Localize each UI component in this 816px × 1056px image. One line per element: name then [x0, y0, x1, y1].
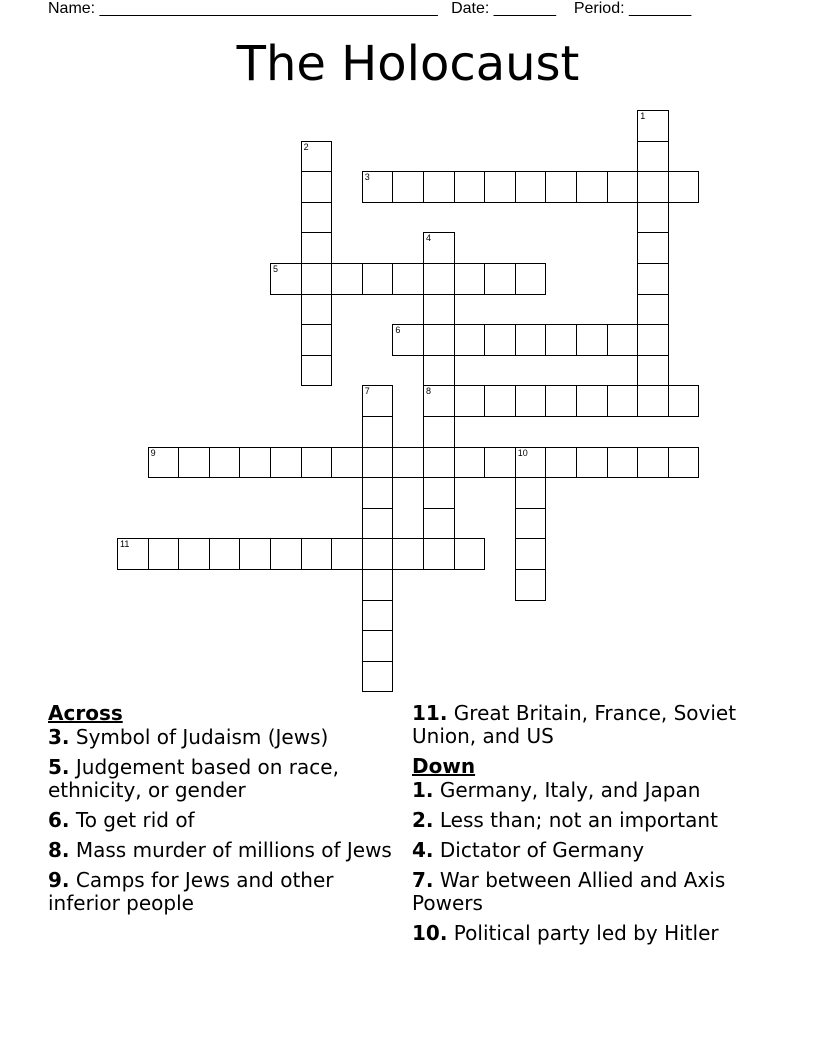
crossword-cell[interactable]	[301, 294, 333, 326]
down-clue-4	[412, 839, 762, 862]
crossword-cell[interactable]	[545, 385, 577, 417]
crossword-cell[interactable]	[392, 263, 424, 295]
clue-text: To get rid of	[75, 808, 195, 832]
across-clue-3	[48, 726, 398, 749]
crossword-cell[interactable]	[301, 202, 333, 234]
crossword-cell[interactable]	[576, 324, 608, 356]
crossword-cell[interactable]	[362, 447, 394, 479]
crossword-cell[interactable]	[423, 538, 455, 570]
crossword-cell[interactable]	[423, 355, 455, 387]
crossword-cell[interactable]	[392, 447, 424, 479]
crossword-cell[interactable]	[423, 263, 455, 295]
clue-number: 2.	[412, 808, 434, 832]
crossword-cell[interactable]	[637, 171, 669, 203]
crossword-cell[interactable]	[484, 171, 516, 203]
clue-number: 6.	[48, 808, 70, 832]
down-clue-1	[412, 779, 762, 802]
down-clue-10	[412, 922, 762, 945]
crossword-cell[interactable]	[637, 202, 669, 234]
period-label: Period:	[573, 0, 625, 17]
crossword-cell[interactable]	[331, 263, 363, 295]
crossword-cell[interactable]	[178, 447, 210, 479]
clue-number: 5.	[48, 755, 70, 779]
crossword-cell[interactable]	[515, 171, 547, 203]
clue-text: Judgement based on race, ethnicity, or gender	[48, 755, 339, 802]
down-clue-7	[412, 869, 762, 915]
clue-number: 4.	[412, 838, 434, 862]
crossword-cell[interactable]	[515, 569, 547, 601]
crossword-cell[interactable]	[454, 171, 486, 203]
crossword-cell[interactable]	[545, 324, 577, 356]
crossword-cell[interactable]	[392, 324, 424, 356]
across-clue-9	[48, 869, 398, 915]
name-blank[interactable]: ______________________________________	[99, 0, 438, 17]
crossword-cell[interactable]	[607, 447, 639, 479]
period-blank[interactable]: _______	[629, 0, 692, 17]
crossword-cell[interactable]	[423, 294, 455, 326]
crossword-cell[interactable]	[362, 263, 394, 295]
crossword-cell[interactable]	[423, 232, 455, 264]
clue-text: Dictator of Germany	[439, 838, 645, 862]
cell-number: 1	[640, 111, 646, 121]
crossword-cell[interactable]	[515, 263, 547, 295]
crossword-cell[interactable]	[515, 447, 547, 479]
crossword-cell[interactable]	[239, 538, 271, 570]
across-clue-5	[48, 756, 398, 802]
crossword-cell[interactable]	[668, 447, 700, 479]
down-clue-2	[412, 809, 762, 832]
cell-number: 7	[364, 386, 370, 397]
crossword-cell[interactable]	[362, 630, 394, 662]
crossword-cell[interactable]	[148, 447, 180, 479]
crossword-cell[interactable]	[423, 324, 455, 356]
crossword-cell[interactable]	[423, 416, 455, 448]
crossword-cell[interactable]	[515, 538, 547, 570]
crossword-cell[interactable]	[637, 294, 669, 326]
cell-number: 2	[303, 141, 309, 152]
crossword-cell[interactable]	[668, 171, 700, 203]
crossword-cell[interactable]	[454, 538, 486, 570]
clue-text: Political party led by Hitler	[453, 921, 719, 945]
crossword-cell[interactable]	[362, 171, 394, 203]
name-label: Name:	[48, 0, 96, 17]
down-heading: Down	[412, 754, 476, 778]
crossword-cell[interactable]	[637, 385, 669, 417]
crossword-cell[interactable]	[423, 508, 455, 540]
across-clue-8	[48, 839, 398, 862]
crossword-cell[interactable]	[362, 477, 394, 509]
crossword-cell[interactable]	[239, 447, 271, 479]
crossword-cell[interactable]	[270, 447, 302, 479]
crossword-cell[interactable]	[209, 447, 241, 479]
across-clue-6	[48, 809, 398, 832]
crossword-cell[interactable]	[362, 538, 394, 570]
crossword-cell[interactable]	[515, 477, 547, 509]
crossword-cell[interactable]	[270, 263, 302, 295]
clue-text: Great Britain, France, Soviet Union, and US	[412, 701, 737, 748]
crossword-cell[interactable]	[484, 263, 516, 295]
date-label: Date:	[451, 0, 490, 17]
crossword-cell[interactable]	[362, 661, 394, 693]
page-title: The Holocaust	[236, 36, 580, 92]
clue-text: Camps for Jews and other inferior people	[48, 868, 334, 915]
crossword-cell[interactable]	[301, 141, 333, 173]
crossword-cell[interactable]	[515, 508, 547, 540]
crossword-cell[interactable]	[301, 232, 333, 264]
cell-number: 8	[426, 386, 432, 397]
clue-column-left	[48, 702, 398, 922]
clue-number: 3.	[48, 725, 70, 749]
across-heading: Across	[48, 701, 123, 725]
crossword-cell[interactable]	[668, 385, 700, 417]
crossword-cell[interactable]	[331, 447, 363, 479]
crossword-cell[interactable]	[545, 171, 577, 203]
crossword-cell[interactable]	[423, 477, 455, 509]
crossword-cell[interactable]	[331, 538, 363, 570]
cell-number: 10	[517, 447, 528, 458]
crossword-cell[interactable]	[301, 171, 333, 203]
crossword-cell[interactable]	[484, 447, 516, 479]
crossword-cell[interactable]	[576, 385, 608, 417]
cell-number: 11	[120, 539, 130, 550]
crossword-cell[interactable]	[484, 324, 516, 356]
crossword-cell[interactable]	[454, 324, 486, 356]
crossword-cell[interactable]	[637, 355, 669, 387]
crossword-cell[interactable]	[515, 324, 547, 356]
clue-text: Symbol of Judaism (Jews)	[75, 725, 329, 749]
cell-number: 9	[150, 447, 156, 458]
cell-number: 6	[395, 325, 401, 336]
clue-number: 7.	[412, 868, 434, 892]
crossword-cell[interactable]	[362, 385, 394, 417]
crossword-cell[interactable]	[637, 263, 669, 295]
clue-text: Germany, Italy, and Japan	[439, 778, 701, 802]
crossword-cell[interactable]	[607, 385, 639, 417]
crossword-cell[interactable]	[484, 385, 516, 417]
crossword-cell[interactable]	[423, 385, 455, 417]
cell-number: 3	[364, 172, 370, 183]
clue-list	[48, 702, 768, 1002]
crossword-cell[interactable]	[362, 569, 394, 601]
crossword-cell[interactable]	[392, 538, 424, 570]
crossword-cell[interactable]	[576, 171, 608, 203]
clue-column-right	[412, 702, 762, 952]
clue-number: 11.	[412, 701, 448, 725]
crossword-cell[interactable]	[117, 538, 149, 570]
across-clue-11	[412, 702, 762, 748]
crossword-cell[interactable]	[637, 141, 669, 173]
crossword-cell[interactable]	[607, 171, 639, 203]
crossword-cell[interactable]	[637, 110, 669, 142]
crossword-cell[interactable]	[423, 447, 455, 479]
crossword-cell[interactable]	[270, 538, 302, 570]
crossword-cell[interactable]	[301, 538, 333, 570]
crossword-cell[interactable]	[545, 447, 577, 479]
crossword-cell[interactable]	[178, 538, 210, 570]
clue-number: 9.	[48, 868, 70, 892]
crossword-cell[interactable]	[362, 416, 394, 448]
cell-number: 5	[273, 264, 279, 274]
clue-text: Mass murder of millions of Jews	[75, 838, 392, 862]
crossword-cell[interactable]	[637, 324, 669, 356]
clue-number: 8.	[48, 838, 70, 862]
clue-number: 10.	[412, 921, 448, 945]
crossword-cell[interactable]	[392, 171, 424, 203]
cell-number: 4	[426, 233, 432, 244]
crossword-cell[interactable]	[301, 447, 333, 479]
crossword-cell[interactable]	[454, 385, 486, 417]
crossword-cell[interactable]	[362, 508, 394, 540]
crossword-cell[interactable]	[148, 538, 180, 570]
crossword-cell[interactable]	[301, 324, 333, 356]
crossword-cell[interactable]	[515, 385, 547, 417]
clue-text: Less than; not an important	[439, 808, 718, 832]
date-blank[interactable]: _______	[493, 0, 557, 17]
crossword-cell[interactable]	[301, 263, 333, 295]
clue-text: War between Allied and Axis Powers	[412, 868, 726, 915]
crossword-cell[interactable]	[301, 355, 333, 387]
crossword-cell[interactable]	[576, 447, 608, 479]
crossword-cell[interactable]	[209, 538, 241, 570]
crossword-cell[interactable]	[637, 232, 669, 264]
crossword-cell[interactable]	[607, 324, 639, 356]
crossword-cell[interactable]	[362, 600, 394, 632]
crossword-cell[interactable]	[423, 171, 455, 203]
crossword-cell[interactable]	[454, 263, 486, 295]
crossword-cell[interactable]	[454, 447, 486, 479]
clue-number: 1.	[412, 778, 434, 802]
crossword-cell[interactable]	[637, 447, 669, 479]
